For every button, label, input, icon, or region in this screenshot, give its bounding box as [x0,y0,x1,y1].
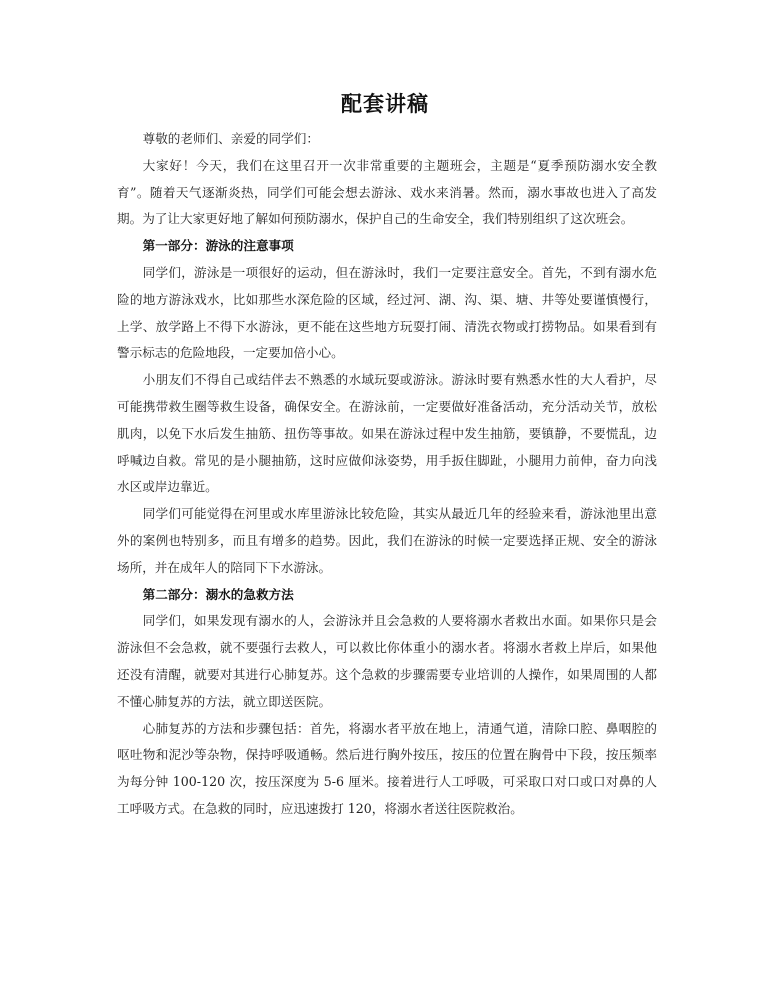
section2-heading: 第二部分：溺水的急救方法 [142,586,294,602]
section1-paragraph-3: 同学们可能觉得在河里或水库里游泳比较危险，其实从最近几年的经验来看，游泳池里出意外的案例也特别多，而且有增多的趋势。因此，我们在游泳的时候一定要选择正规、安全的游泳场所，并在成年人的陪同下下水游泳。 [117,506,657,575]
page-title: 配套讲稿 [341,91,429,116]
document-body [117,126,657,823]
intro-paragraph: 大家好！今天，我们在这里召开一次非常重要的主题班会，主题是“夏季预防溺水安全教育”。随着天气逐渐炎热，同学们可能会想去游泳、戏水来消暑。然而，溺水事故也进入了高发期。为了让大家更好地了解如何预防溺水，保护自己的生命安全，我们特别组织了这次班会。 [117,157,657,227]
section1-heading: 第一部分：游泳的注意事项 [142,238,294,254]
section2-paragraph-1: 同学们，如果发现有溺水的人，会游泳并且会急救的人要将溺水者救出水面。如果你只是会游泳但不会急救，就不要强行去救人，可以救比你体重小的溺水者。将溺水者救上岸后，如果他还没有清醒，就要对其进行心肺复苏。这个急救的步骤需要专业培训的人操作，如果周围的人都不懂心肺复苏的方法，就立即送医院。 [117,613,657,709]
section1-paragraph-2: 小朋友们不得自己或结伴去不熟悉的水域玩耍或游泳。游泳时要有熟悉水性的大人看护，尽可能携带救生圈等救生设备，确保安全。在游泳前，一定要做好准备活动，充分活动关节，放松肌肉，以免下水后发生抽筋、扭伤等事故。如果在游泳过程中发生抽筋，要镇静，不要慌乱，边呼喊边自救。常见的是小腿抽筋，这时应做仰泳姿势，用手扳住脚趾，小腿用力前伸，奋力向浅水区或岸边靠近。 [117,372,657,495]
section2-paragraph-2: 心肺复苏的方法和步骤包括：首先，将溺水者平放在地上，清通气道，清除口腔、鼻咽腔的呕吐物和泥沙等杂物，保持呼吸通畅。然后进行胸外按压，按压的位置在胸骨中下段，按压频率为每分钟 100-120 次，按压深度为 5-6 厘米。接着进行人工呼吸，可采取口对口或口对鼻的人工呼吸方式。在急救的同时，应迅速拨打 120，将溺水者送往医院救治。 [117,720,657,816]
greeting-line: 尊敬的老师们、亲爱的同学们： [142,131,319,146]
section1-paragraph-1: 同学们，游泳是一项很好的运动，但在游泳时，我们一定要注意安全。首先，不到有溺水危险的地方游泳戏水，比如那些水深危险的区域，经过河、湖、沟、渠、塘、井等处要谨慎慢行，上学、放学路上不得下水游泳，更不能在这些地方玩耍打闹、清洗衣物或打捞物品。如果看到有警示标志的危险地段，一定要加倍小心。 [117,264,657,361]
